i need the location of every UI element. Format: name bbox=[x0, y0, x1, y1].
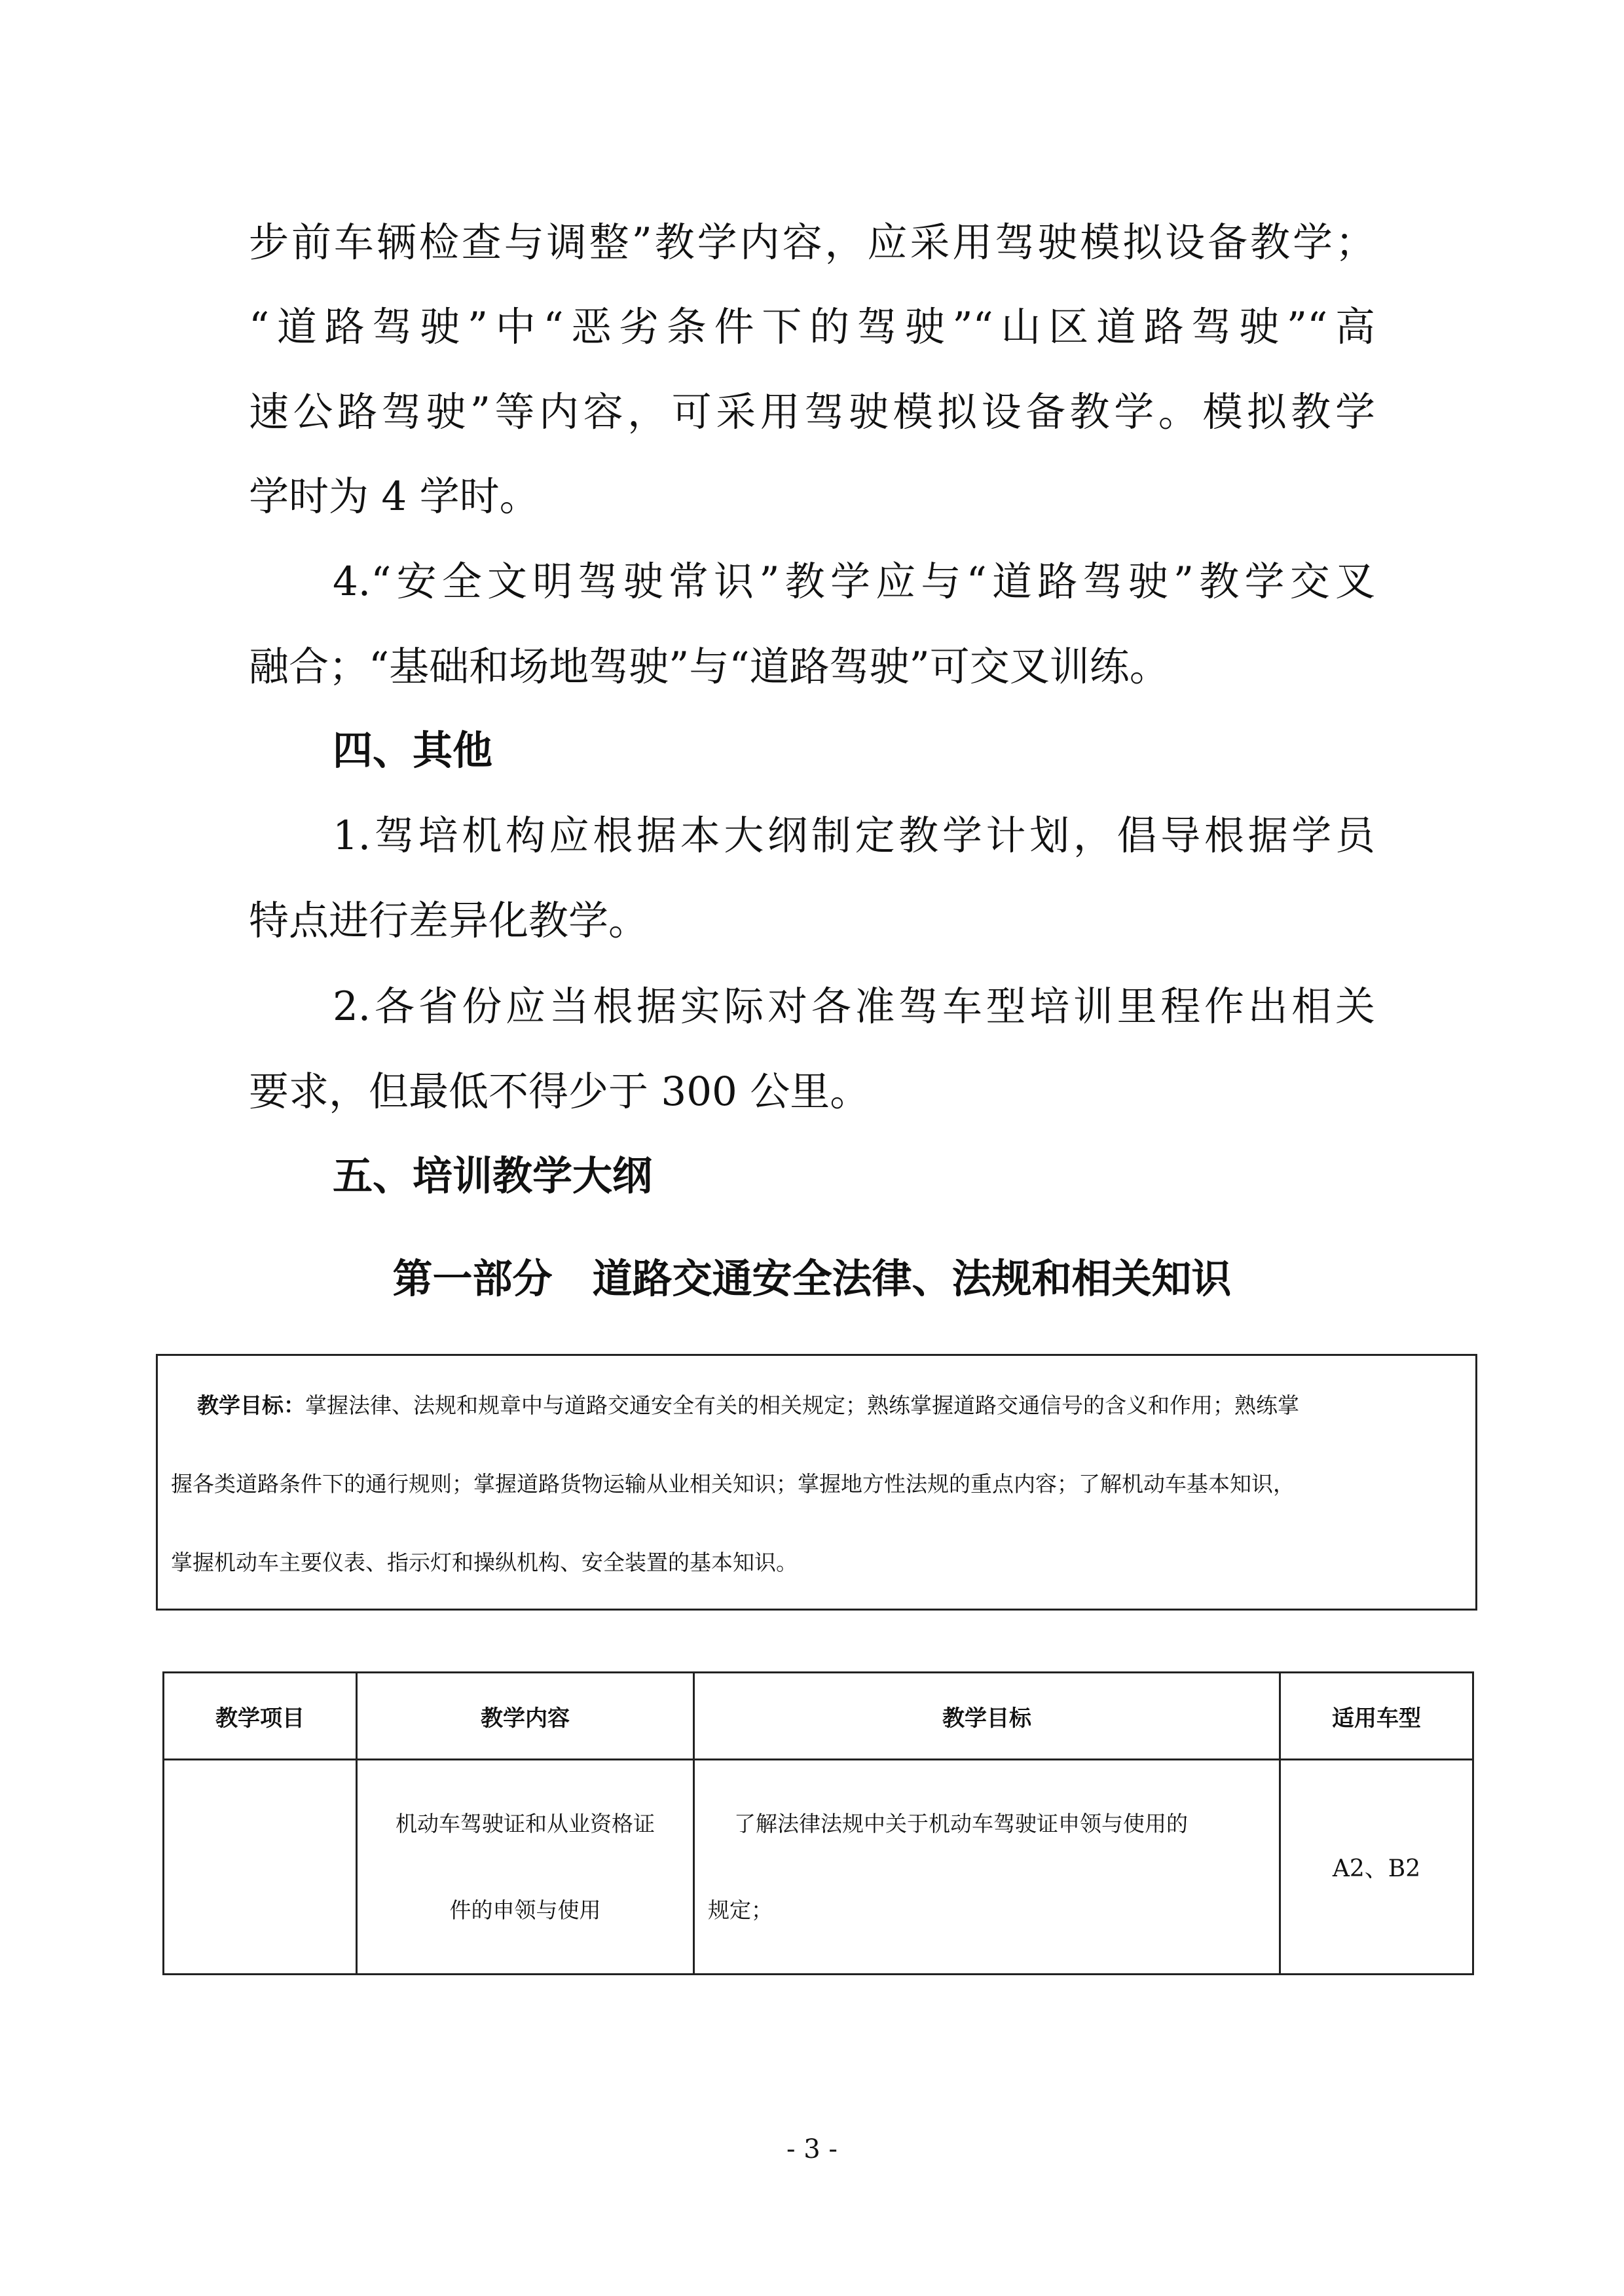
body-line: 学时为 4 学时。 bbox=[249, 473, 540, 520]
body-line: 速公路驾驶”等内容，可采用驾驶模拟设备教学。模拟教学 bbox=[249, 389, 1375, 435]
body-line: 2.各省份应当根据实际对各准驾车型培训里程作出相关 bbox=[333, 983, 1375, 1030]
goal-cell-line: 了解法律法规中关于机动车驾驶证申领与使用的 bbox=[734, 1810, 1188, 1836]
body-line: 步前车辆检查与调整”教学内容，应采用驾驶模拟设备教学； bbox=[249, 219, 1375, 266]
body-line: “道路驾驶”中“恶劣条件下的驾驶”“山区道路驾驶”“高 bbox=[249, 304, 1375, 350]
teaching-goal-box bbox=[156, 1354, 1477, 1611]
goal-line bbox=[197, 1390, 1299, 1421]
goal-cell-line: 规定； bbox=[708, 1897, 773, 1923]
body-line: 融合；“基础和场地驾驶”与“道路驾驶”可交叉训练。 bbox=[249, 644, 1170, 690]
content-line: 机动车驾驶证和从业资格证 bbox=[396, 1810, 655, 1836]
goal-line: 握各类道路条件下的通行规则；掌握道路货物运输从业相关知识；掌握地方性法规的重点内容；了解机动车基本知识， bbox=[171, 1471, 1295, 1497]
outline-table bbox=[162, 1671, 1474, 1975]
body-line: 1.驾培机构应根据本大纲制定教学计划，倡导根据学员 bbox=[333, 812, 1375, 859]
body-line: 要求，但最低不得少于 300 公里。 bbox=[249, 1068, 870, 1115]
table-header-row bbox=[164, 1673, 1473, 1760]
column-header: 教学目标 bbox=[694, 1673, 1280, 1760]
goal-text: 掌握法律、法规和规章中与道路交通安全有关的相关规定；熟练掌握道路交通信号的含义和作用；熟练掌 bbox=[305, 1393, 1299, 1418]
table-row bbox=[164, 1760, 1473, 1975]
goal-line: 掌握机动车主要仪表、指示灯和操纵机构、安全装置的基本知识。 bbox=[171, 1550, 798, 1575]
content-line: 件的申领与使用 bbox=[449, 1897, 601, 1923]
goal-cell bbox=[694, 1760, 1280, 1975]
body-line: 特点进行差异化教学。 bbox=[249, 898, 649, 944]
goal-label: 教学目标： bbox=[197, 1393, 305, 1418]
column-header: 教学项目 bbox=[164, 1673, 357, 1760]
content-cell bbox=[357, 1760, 694, 1975]
column-header: 教学内容 bbox=[357, 1673, 694, 1760]
vehicle-type-cell: A2、B2 bbox=[1280, 1760, 1473, 1975]
body-line: 4.“安全文明驾驶常识”教学应与“道路驾驶”教学交叉 bbox=[333, 558, 1375, 605]
section-heading-other: 四、其他 bbox=[333, 727, 493, 774]
page-number: - 3 - bbox=[786, 2134, 838, 2164]
section-heading-outline: 五、培训教学大纲 bbox=[333, 1153, 653, 1199]
project-cell bbox=[164, 1760, 357, 1975]
part-title: 第一部分 道路交通安全法律、法规和相关知识 bbox=[392, 1256, 1232, 1302]
column-header: 适用车型 bbox=[1280, 1673, 1473, 1760]
